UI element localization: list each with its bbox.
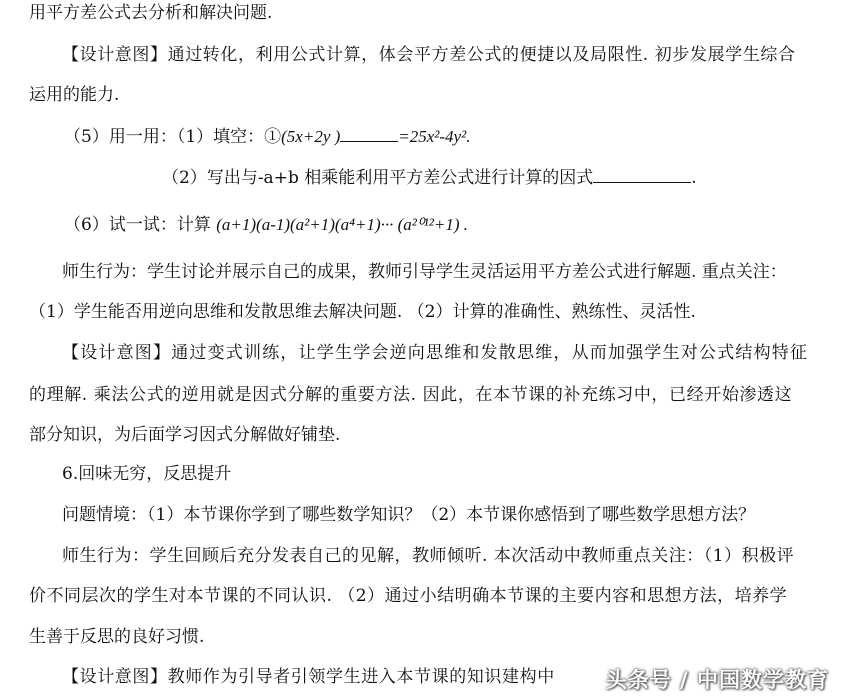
text-line-15: 价不同层次的学生对本节课的不同认识. （2）通过小结明确本节课的主要内容和思想方法，培养学 xyxy=(29,586,788,606)
exercise-6-expr: (a+1)(a-1)(a²+1)(a⁴+1)··· (a²⁰¹²+1) . xyxy=(216,215,469,234)
design-intent-2: 【设计意图】通过变式训练，让学生学会逆向思维和发散思维，从而加强学生对公式结构特征 xyxy=(62,343,809,363)
design-intent-3: 【设计意图】教师作为引导者引领学生进入本节课的知识建构中 xyxy=(62,667,555,687)
exercise-5-1-expr: (5x+2y ) xyxy=(281,127,341,146)
text-line-7: 师生行为：学生讨论并展示自己的成果，教师引导学生灵活运用平方差公式进行解题. 重点关注： xyxy=(62,262,787,282)
exercise-5-1 xyxy=(64,125,470,148)
text-line-8: （1）学生能否用逆向思维和发散思维去解决问题. （2）计算的准确性、熟练性、灵活性. xyxy=(29,302,696,322)
design-intent-1: 【设计意图】通过转化，利用公式计算，体会平方差公式的便捷以及局限性. 初步发展学生综合 xyxy=(62,45,796,65)
text-line-16: 生善于反思的良好习惯. xyxy=(29,627,205,647)
section-heading: 6.回味无穷，反思提升 xyxy=(62,464,232,484)
exercise-5-1-prefix: （5）用一用：（1）填空：① xyxy=(64,127,282,147)
text-line-14: 师生行为：学生回顾后充分发表自己的见解，教师倾听. 本次活动中教师重点关注：（1）积极评 xyxy=(62,546,795,566)
exercise-5-2-suffix: . xyxy=(691,168,697,188)
answer-blank-2[interactable] xyxy=(593,166,691,183)
text-line-1: 用平方差公式去分析和解决问题. xyxy=(29,3,273,23)
text-line-10: 的理解. 乘法公式的逆用就是因式分解的重要方法. 因此，在本节课的补充练习中，已经开始渗透这 xyxy=(29,385,793,405)
text-line-3: 运用的能力. xyxy=(29,85,120,105)
exercise-6-prefix: （6）试一试：计算 xyxy=(64,215,211,235)
exercise-5-2 xyxy=(162,166,697,189)
text-line-11: 部分知识，为后面学习因式分解做好铺垫. xyxy=(29,425,341,445)
answer-blank-1[interactable] xyxy=(340,125,398,142)
exercise-5-1-result: =25x²-4y². xyxy=(398,127,471,146)
text-line-13: 问题情境：（1）本节课你学到了哪些数学知识？（2）本节课你感悟到了哪些数学思想方法？ xyxy=(62,505,756,525)
exercise-6 xyxy=(64,214,468,236)
watermark: 头条号 / 中国数学教育 xyxy=(605,668,829,692)
exercise-5-2-prefix: （2）写出与-a+b 相乘能利用平方差公式进行计算的因式 xyxy=(162,168,594,188)
